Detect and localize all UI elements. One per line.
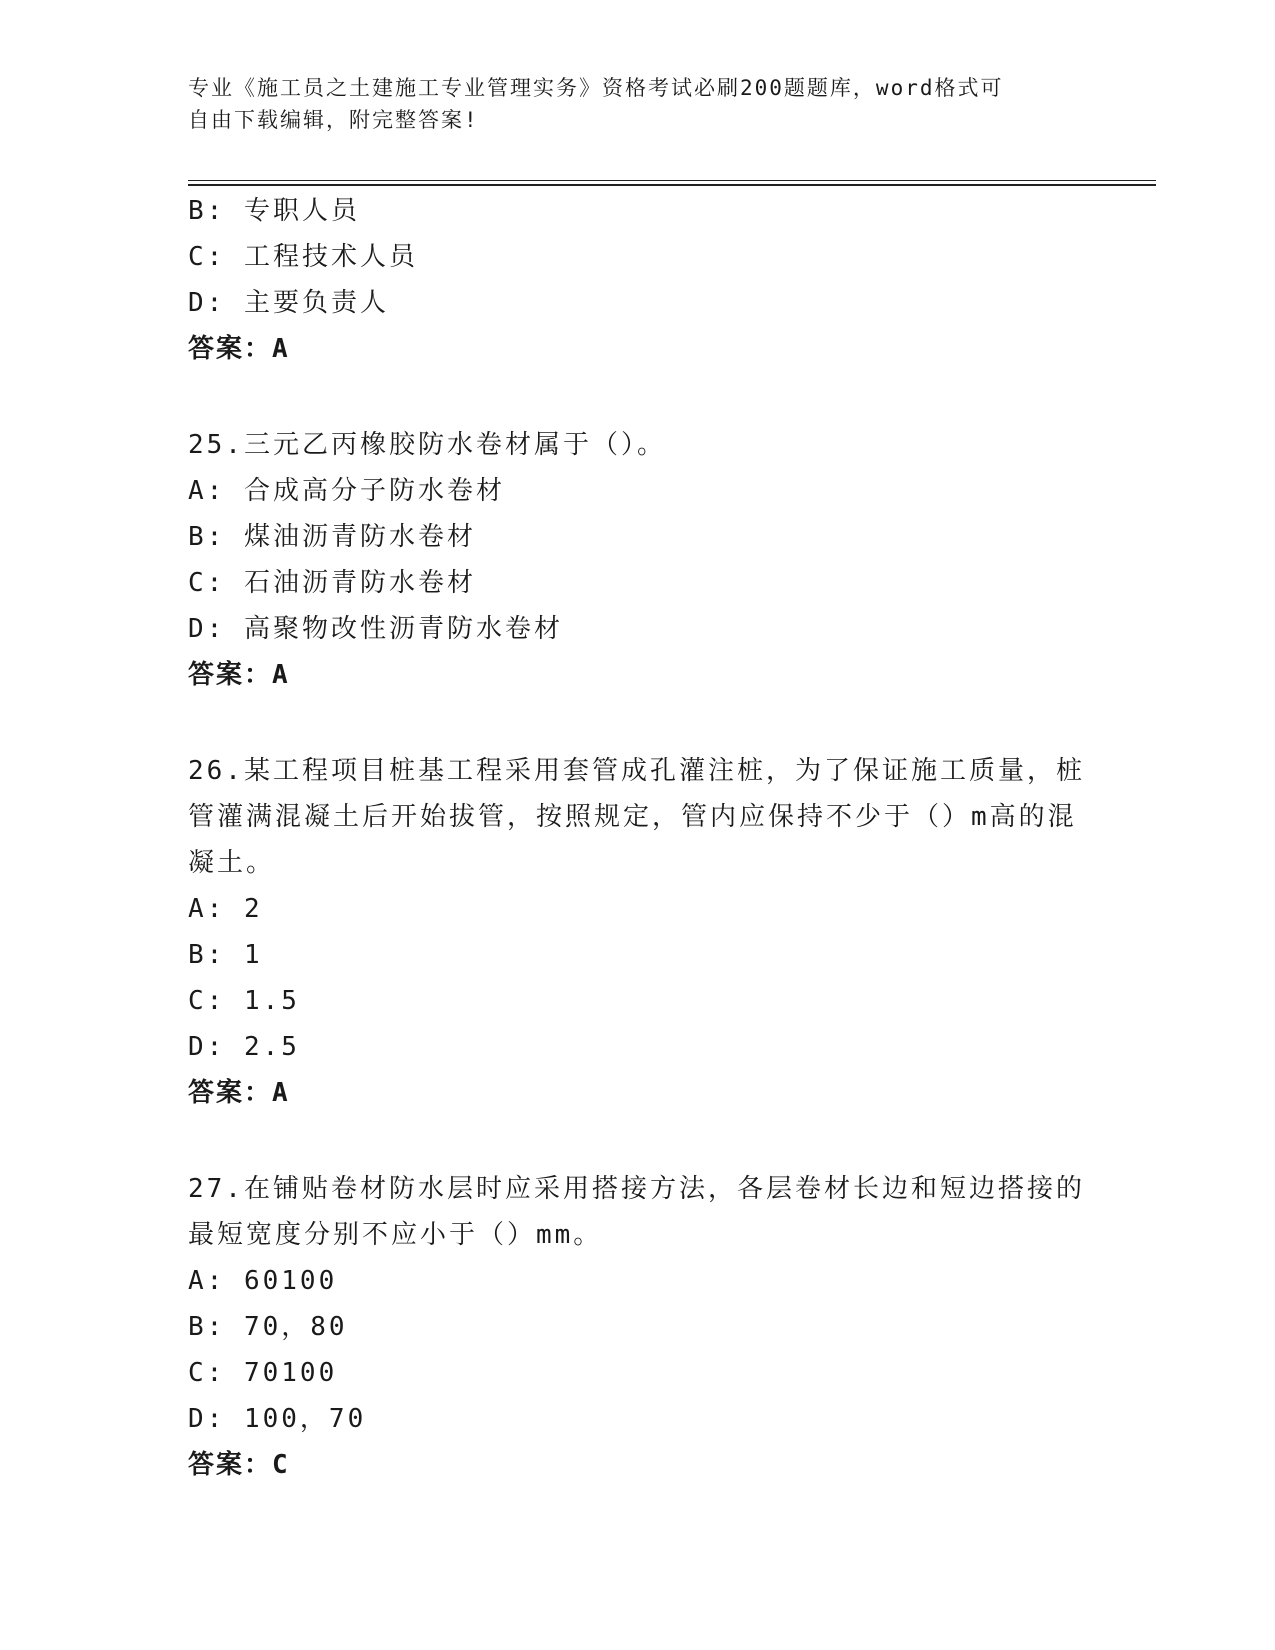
option-b: B: 煤油沥青防水卷材 bbox=[188, 522, 476, 552]
option-c: C: 70100 bbox=[188, 1358, 338, 1388]
question-25 bbox=[188, 422, 1088, 698]
spacer bbox=[188, 1116, 1088, 1166]
header-divider-thin bbox=[188, 180, 1156, 181]
spacer bbox=[188, 372, 1088, 422]
question-content bbox=[188, 188, 1088, 1488]
document-header bbox=[188, 72, 1088, 136]
option-a: A: 2 bbox=[188, 894, 263, 924]
option-d: D: 2.5 bbox=[188, 1032, 300, 1062]
option-b: B: 1 bbox=[188, 940, 263, 970]
option-b: B: 专职人员 bbox=[188, 196, 360, 226]
prev-question-block bbox=[188, 188, 1088, 372]
answer-line: 答案：A bbox=[188, 660, 290, 690]
option-c: C: 1.5 bbox=[188, 986, 300, 1016]
question-stem-line-1: 26.某工程项目桩基工程采用套管成孔灌注桩，为了保证施工质量，桩 bbox=[188, 756, 1085, 786]
spacer bbox=[188, 698, 1088, 748]
answer-line: 答案：A bbox=[188, 334, 290, 364]
option-a: A: 合成高分子防水卷材 bbox=[188, 476, 505, 506]
header-line-1: 专业《施工员之土建施工专业管理实务》资格考试必刷200题题库，word格式可 bbox=[188, 76, 1004, 100]
option-d: D: 主要负责人 bbox=[188, 288, 389, 318]
question-stem: 25.三元乙丙橡胶防水卷材属于（）。 bbox=[188, 430, 666, 460]
question-stem-line-2: 管灌满混凝土后开始拔管，按照规定，管内应保持不少于（）m高的混 bbox=[188, 802, 1077, 832]
option-c: C: 石油沥青防水卷材 bbox=[188, 568, 476, 598]
option-a: A: 60100 bbox=[188, 1266, 338, 1296]
question-stem-line-3: 凝土。 bbox=[188, 848, 276, 878]
question-27 bbox=[188, 1166, 1088, 1488]
option-d: D: 100，70 bbox=[188, 1404, 367, 1434]
answer-line: 答案：C bbox=[188, 1450, 290, 1480]
question-26 bbox=[188, 748, 1088, 1116]
header-divider-thick bbox=[188, 184, 1156, 186]
answer-line: 答案：A bbox=[188, 1078, 290, 1108]
option-b: B: 70，80 bbox=[188, 1312, 348, 1342]
question-stem-line-2: 最短宽度分别不应小于（）mm。 bbox=[188, 1220, 603, 1250]
header-line-2: 自由下载编辑，附完整答案! bbox=[188, 108, 479, 132]
option-d: D: 高聚物改性沥青防水卷材 bbox=[188, 614, 563, 644]
question-stem-line-1: 27.在铺贴卷材防水层时应采用搭接方法，各层卷材长边和短边搭接的 bbox=[188, 1174, 1085, 1204]
option-c: C: 工程技术人员 bbox=[188, 242, 418, 272]
